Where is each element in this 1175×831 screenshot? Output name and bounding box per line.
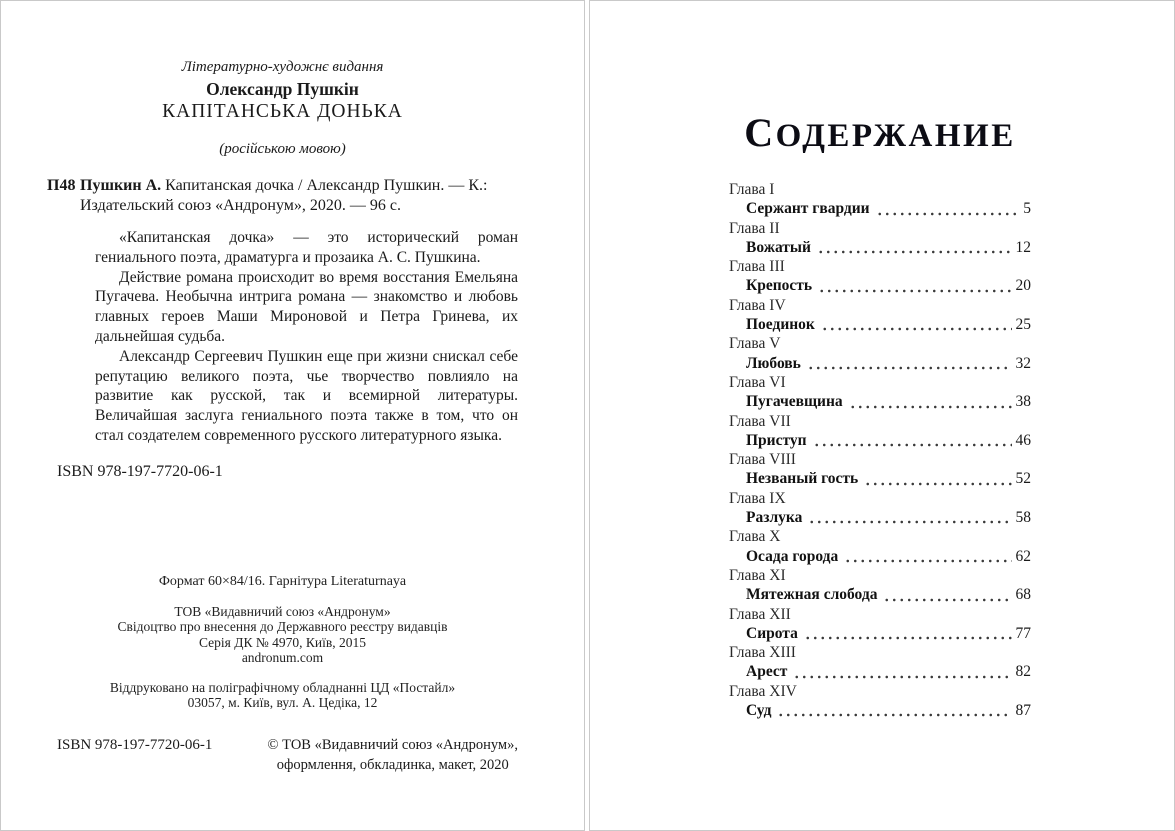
toc-page-number: 46 bbox=[1015, 431, 1031, 449]
toc-page-number: 32 bbox=[1015, 354, 1031, 372]
contents-title: СОДЕРЖАНИЕ bbox=[744, 110, 1016, 155]
edition-note: Літературно-художнє видання bbox=[181, 59, 384, 75]
annotation-paragraph: «Капитанская дочка» — это исторический роман гениального поэта, драматурга и прозаика А. С. Пушкина. bbox=[95, 229, 518, 266]
toc-chapter-label: Глава XI bbox=[729, 566, 786, 584]
toc-entry bbox=[729, 527, 1031, 566]
copyright-line: оформлення, обкладинка, макет, 2020 bbox=[276, 757, 509, 773]
toc-page-number: 12 bbox=[1015, 238, 1031, 256]
toc-entry bbox=[729, 412, 1031, 451]
dot-leader bbox=[821, 327, 1012, 331]
toc-entry bbox=[729, 257, 1031, 296]
toc-chapter-label: Глава XIV bbox=[729, 682, 797, 700]
book-page-imprint bbox=[0, 0, 585, 831]
catalog-description: Капитанская дочка / Александр Пушкин. — К.: Издательский союз «Андронум», 2020. — 96 с. bbox=[80, 177, 488, 214]
table-of-contents bbox=[729, 180, 1031, 720]
toc-chapter-label: Глава V bbox=[729, 335, 781, 353]
toc-title-row bbox=[729, 392, 1031, 411]
toc-page-number: 87 bbox=[1015, 702, 1031, 720]
toc-page-number: 68 bbox=[1015, 586, 1031, 604]
dot-leader bbox=[793, 675, 1011, 679]
annotation-block bbox=[95, 228, 518, 446]
toc-chapter-title: Пугачевщина bbox=[746, 393, 843, 411]
toc-page-number: 25 bbox=[1015, 316, 1031, 334]
toc-title-row bbox=[729, 585, 1031, 604]
toc-chapter-title: Суд bbox=[746, 702, 772, 720]
imprint-print-line: Віддруковано на поліграфічному обладнанні ЦД «Постайл» bbox=[109, 679, 456, 695]
toc-page-number: 20 bbox=[1015, 277, 1031, 295]
toc-title-row bbox=[729, 624, 1031, 643]
toc-chapter-label: Глава X bbox=[729, 528, 781, 546]
copyright-notice bbox=[268, 735, 518, 775]
toc-chapter-label: Глава VII bbox=[729, 412, 791, 430]
toc-entry bbox=[729, 489, 1031, 528]
toc-chapter-title: Вожатый bbox=[746, 238, 811, 256]
toc-page-number: 52 bbox=[1015, 470, 1031, 488]
toc-chapter-label: Глава XIII bbox=[729, 644, 796, 662]
dot-leader bbox=[883, 598, 1011, 602]
dot-leader bbox=[804, 636, 1012, 640]
toc-chapter-title: Мятежная слобода bbox=[746, 586, 878, 604]
imprint-publisher-line: Свідоцтво про внесення до Державного реєстру видавців bbox=[117, 619, 448, 635]
toc-page-number: 77 bbox=[1015, 624, 1031, 642]
toc-entry bbox=[729, 219, 1031, 258]
toc-chapter-title: Арест bbox=[746, 663, 788, 681]
dot-leader bbox=[808, 520, 1011, 524]
toc-title-row bbox=[729, 315, 1031, 334]
imprint-footer bbox=[47, 735, 518, 775]
author-name: Олександр Пушкін bbox=[206, 79, 359, 99]
toc-entry bbox=[729, 334, 1031, 373]
dot-leader bbox=[876, 212, 1020, 216]
toc-entry bbox=[729, 682, 1031, 721]
toc-chapter-title: Приступ bbox=[746, 431, 807, 449]
toc-page-number: 38 bbox=[1015, 393, 1031, 411]
toc-entry bbox=[729, 180, 1031, 219]
toc-title-row bbox=[729, 199, 1031, 218]
annotation-paragraph: Александр Сергеевич Пушкин еще при жизни снискал себе репутацию великого поэта, чье творчество повлияло на развитие как русской, так и всемирной литературы. Величайшая заслуга гениального поэта также в том, что он стал создателем современного русского литературного языка. bbox=[95, 347, 518, 444]
book-page-contents bbox=[589, 0, 1175, 831]
language-note: (російською мовою) bbox=[219, 141, 346, 157]
toc-chapter-label: Глава II bbox=[729, 219, 780, 237]
dot-leader bbox=[864, 482, 1011, 486]
isbn-number: ISBN 978-197-7720-06-1 bbox=[57, 462, 223, 480]
toc-chapter-label: Глава I bbox=[729, 181, 775, 198]
toc-chapter-title: Незваный гость bbox=[746, 470, 859, 488]
toc-chapter-label: Глава VI bbox=[729, 373, 786, 391]
toc-chapter-label: Глава XII bbox=[729, 605, 791, 623]
dot-leader bbox=[844, 559, 1011, 563]
publisher-website: andronum.com bbox=[241, 650, 324, 666]
toc-title-row bbox=[729, 354, 1031, 373]
imprint-publisher-line: Серія ДК № 4970, Київ, 2015 bbox=[199, 634, 366, 650]
dot-leader bbox=[818, 289, 1011, 293]
toc-chapter-title: Поединок bbox=[746, 316, 815, 334]
toc-title-row bbox=[729, 238, 1031, 257]
dot-leader bbox=[817, 250, 1012, 254]
toc-page-number: 62 bbox=[1015, 547, 1031, 565]
toc-entry bbox=[729, 450, 1031, 489]
dot-leader bbox=[777, 713, 1011, 717]
catalog-text bbox=[80, 176, 518, 216]
toc-page-number: 5 bbox=[1023, 200, 1031, 218]
toc-chapter-title: Любовь bbox=[746, 354, 801, 372]
toc-title-row bbox=[729, 508, 1031, 527]
toc-chapter-label: Глава III bbox=[729, 258, 785, 276]
catalog-entry bbox=[47, 176, 518, 216]
toc-chapter-label: Глава IV bbox=[729, 296, 786, 314]
toc-chapter-title: Крепость bbox=[746, 277, 813, 295]
toc-entry bbox=[729, 643, 1031, 682]
catalog-code: П48 bbox=[47, 177, 76, 194]
toc-chapter-title: Осада города bbox=[746, 547, 839, 565]
imprint-print-line: 03057, м. Київ, вул. А. Цедіка, 12 bbox=[187, 695, 378, 711]
imprint-format-line: Формат 60×84/16. Гарнітура Literaturnaya bbox=[158, 573, 407, 589]
annotation-paragraph: Действие романа происходит во время восстания Емельяна Пугачева. Необычна интрига романа — знакомство и любовь главных героев Маши Мироновой и Петра Гринева, их дальнейшая судьба. bbox=[95, 268, 518, 345]
dot-leader bbox=[813, 443, 1012, 447]
toc-title-row bbox=[729, 276, 1031, 295]
toc-chapter-title: Разлука bbox=[746, 509, 803, 527]
footer-isbn-number: ISBN 978-197-7720-06-1 bbox=[57, 737, 213, 753]
toc-entry bbox=[729, 296, 1031, 335]
toc-chapter-title: Сержант гвардии bbox=[746, 200, 870, 218]
toc-title-row bbox=[729, 547, 1031, 566]
book-title: КАПІТАНСЬКА ДОНЬКА bbox=[162, 101, 403, 122]
toc-chapter-title: Сирота bbox=[746, 624, 798, 642]
toc-title-row bbox=[729, 431, 1031, 450]
catalog-author: Пушкин А. bbox=[80, 177, 162, 194]
toc-title-row bbox=[729, 701, 1031, 720]
toc-chapter-label: Глава IX bbox=[729, 489, 786, 507]
copyright-line: © ТОВ «Видавничий союз «Андронум», bbox=[267, 737, 518, 753]
imprint-publisher-line: ТОВ «Видавничий союз «Андронум» bbox=[174, 603, 391, 619]
toc-entry bbox=[729, 605, 1031, 644]
toc-title-row bbox=[729, 662, 1031, 681]
toc-title-row bbox=[729, 469, 1031, 488]
toc-entry bbox=[729, 373, 1031, 412]
toc-page-number: 82 bbox=[1015, 663, 1031, 681]
dot-leader bbox=[807, 366, 1012, 370]
dot-leader bbox=[849, 405, 1012, 409]
toc-chapter-label: Глава VIII bbox=[729, 451, 796, 469]
imprint-print-block bbox=[47, 680, 518, 711]
toc-page-number: 58 bbox=[1015, 509, 1031, 527]
toc-entry bbox=[729, 566, 1031, 605]
imprint-publisher-block bbox=[47, 604, 518, 666]
